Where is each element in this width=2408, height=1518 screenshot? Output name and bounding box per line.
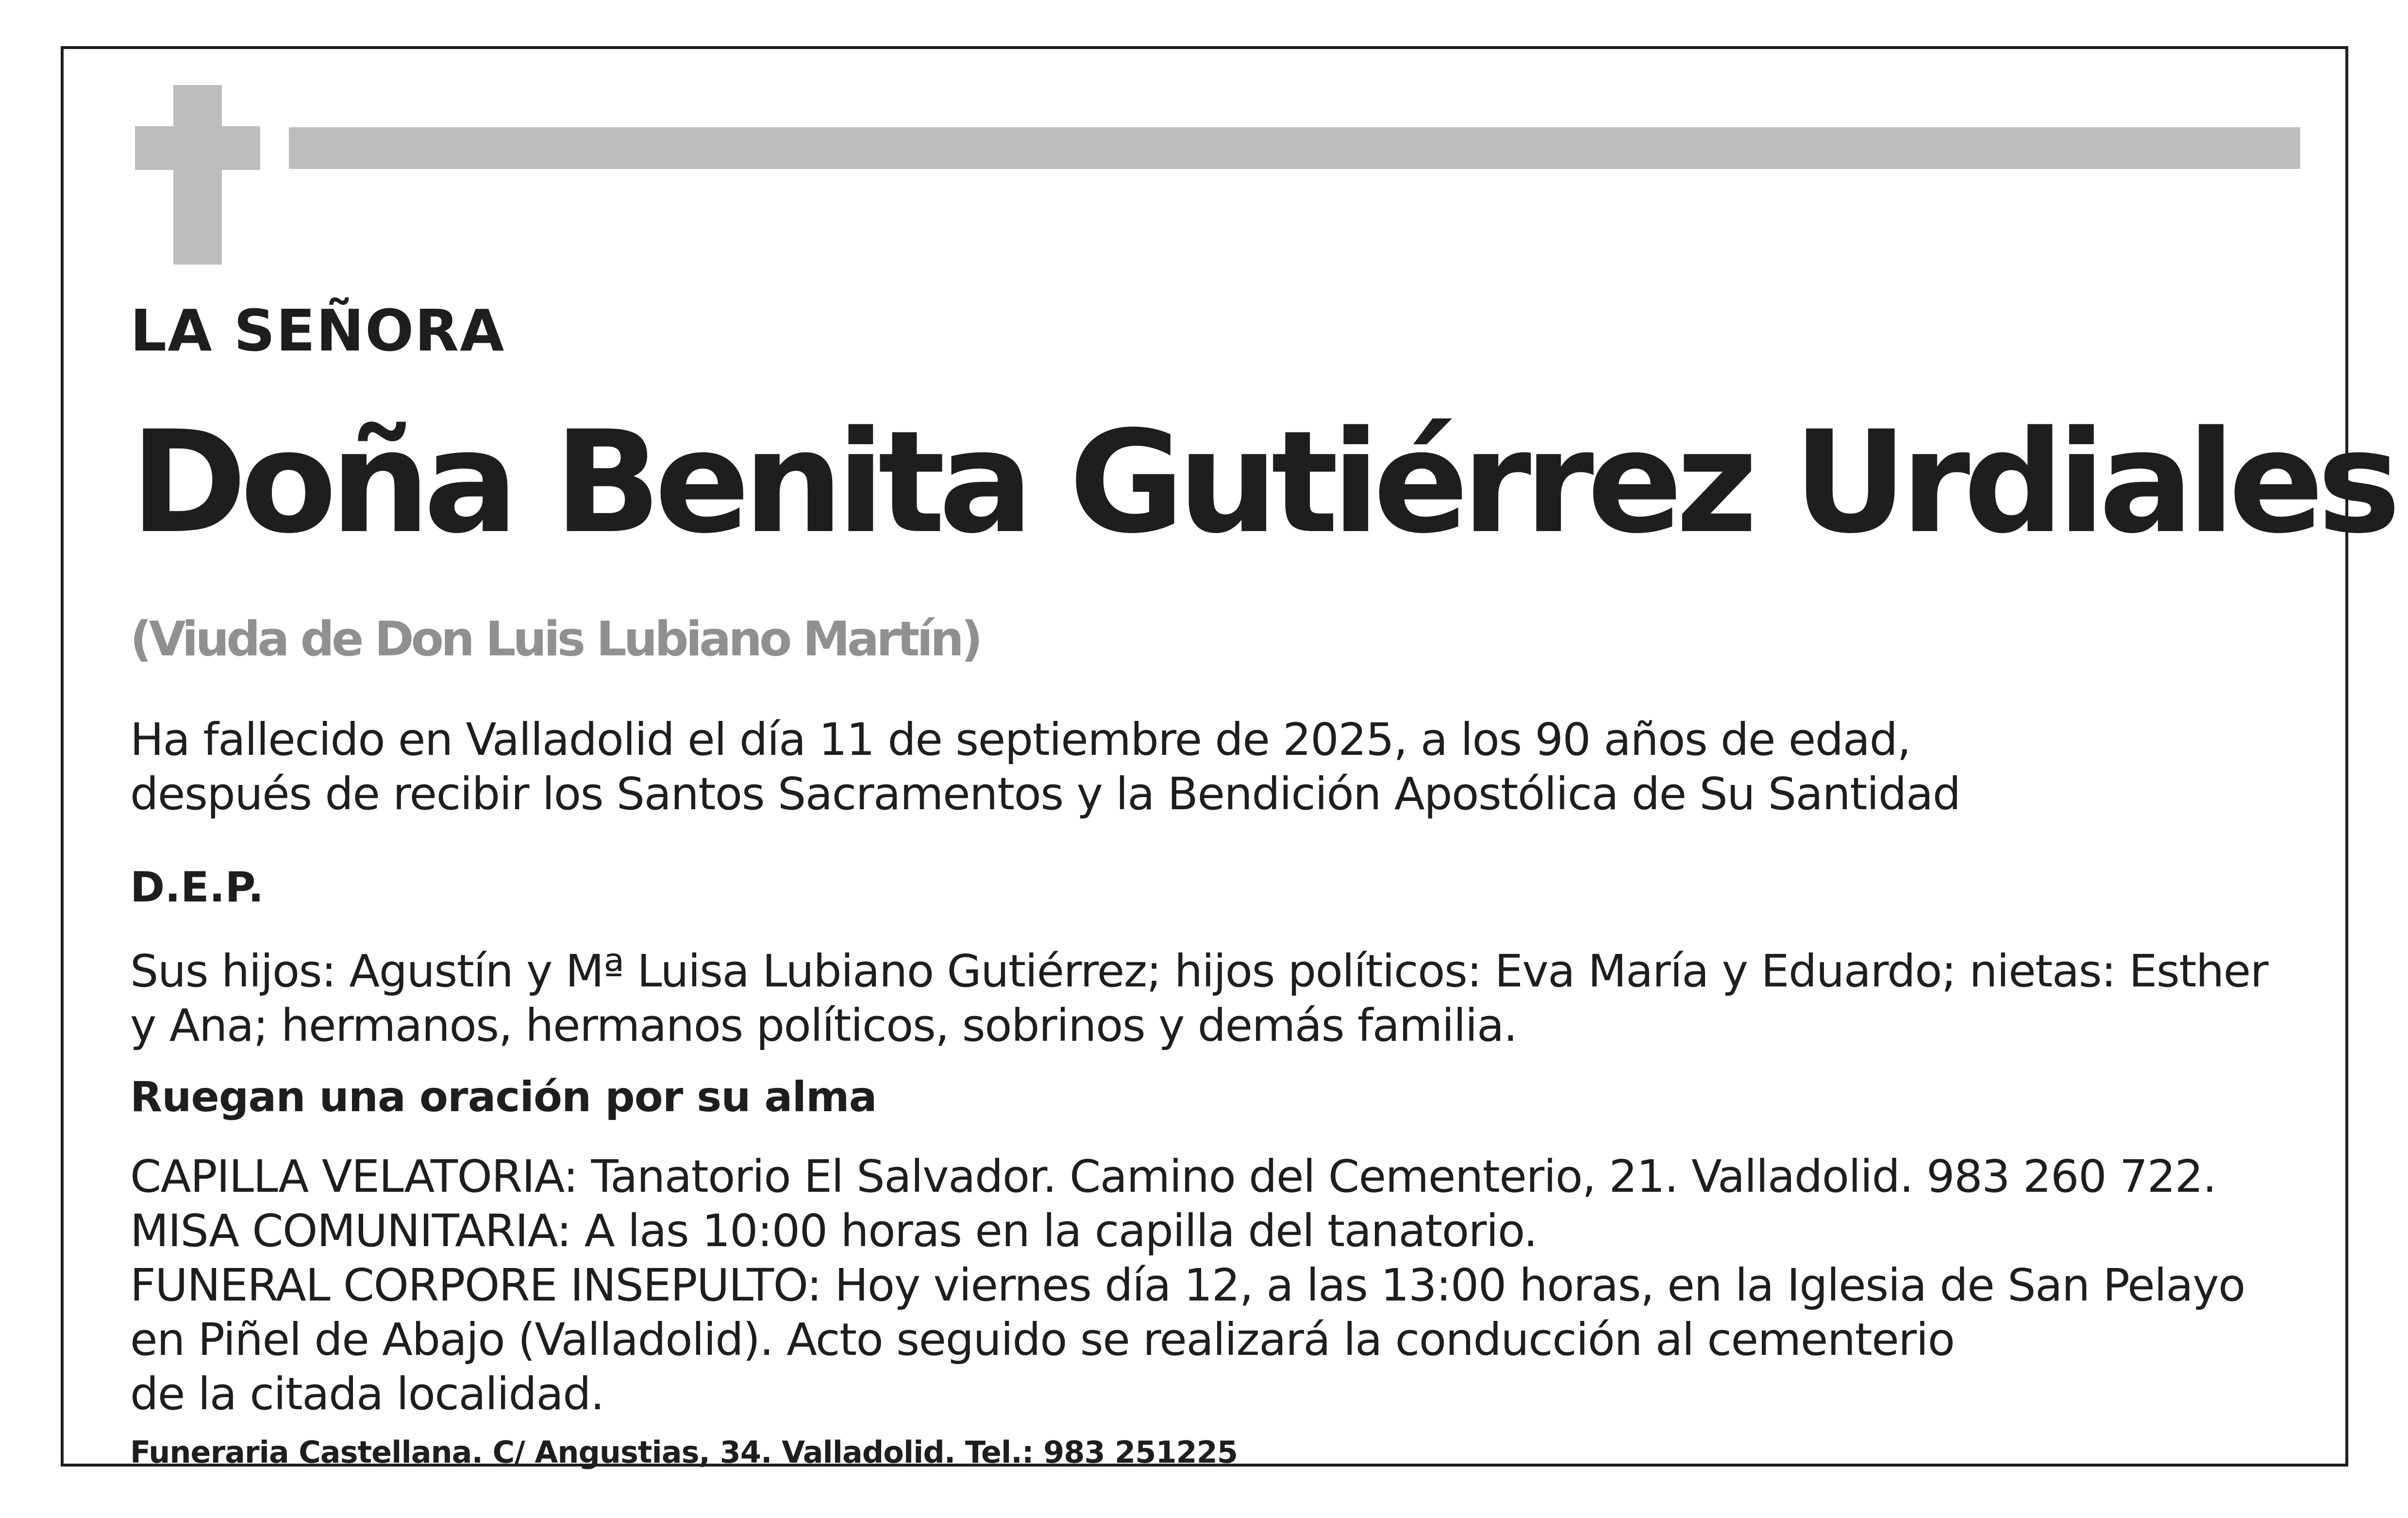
funeral-home-footer: Funeraria Castellana. C/ Angustias, 34. Valladolid. Tel.: 983 251225: [130, 1435, 1238, 1470]
dep-label: D.E.P.: [130, 863, 264, 912]
prayer-request: Ruegan una oración por su alma: [130, 1073, 877, 1121]
service-line: de la citada localidad.: [130, 1368, 604, 1420]
family-line: y Ana; hermanos, hermanos políticos, sobrinos y demás familia.: [130, 1000, 1517, 1051]
title-label: LA SEÑORA: [130, 297, 505, 364]
death-announcement: [130, 713, 1960, 821]
header-rule: [289, 127, 2300, 169]
service-line: en Piñel de Abajo (Valladolid). Acto seguido se realizará la conducción al cementerio: [130, 1314, 1955, 1366]
widow-of-line: (Viuda de Don Luis Lubiano Martín): [130, 612, 980, 667]
family-list: [130, 944, 2268, 1053]
cross-horizontal-bar: [135, 126, 260, 170]
death-line: después de recibir los Santos Sacramentos y la Bendición Apostólica de Su Santidad: [130, 768, 1960, 820]
service-details: [130, 1150, 2245, 1421]
deceased-name: Doña Benita Gutiérrez Urdiales: [130, 401, 2394, 565]
service-line: CAPILLA VELATORIA: Tanatorio El Salvador. Camino del Cementerio, 21. Valladolid. 983 260 722.: [130, 1151, 2216, 1202]
death-line: Ha fallecido en Valladolid el día 11 de septiembre de 2025, a los 90 años de edad,: [130, 714, 1911, 766]
family-line: Sus hijos: Agustín y Mª Luisa Lubiano Gutiérrez; hijos políticos: Eva María y Eduardo; nietas: Esther: [130, 945, 2268, 997]
cross-vertical-bar: [173, 85, 222, 265]
service-line: FUNERAL CORPORE INSEPULTO: Hoy viernes día 12, a las 13:00 horas, en la Iglesia de San Pelayo: [130, 1259, 2245, 1311]
service-line: MISA COMUNITARIA: A las 10:00 horas en la capilla del tanatorio.: [130, 1205, 1537, 1257]
